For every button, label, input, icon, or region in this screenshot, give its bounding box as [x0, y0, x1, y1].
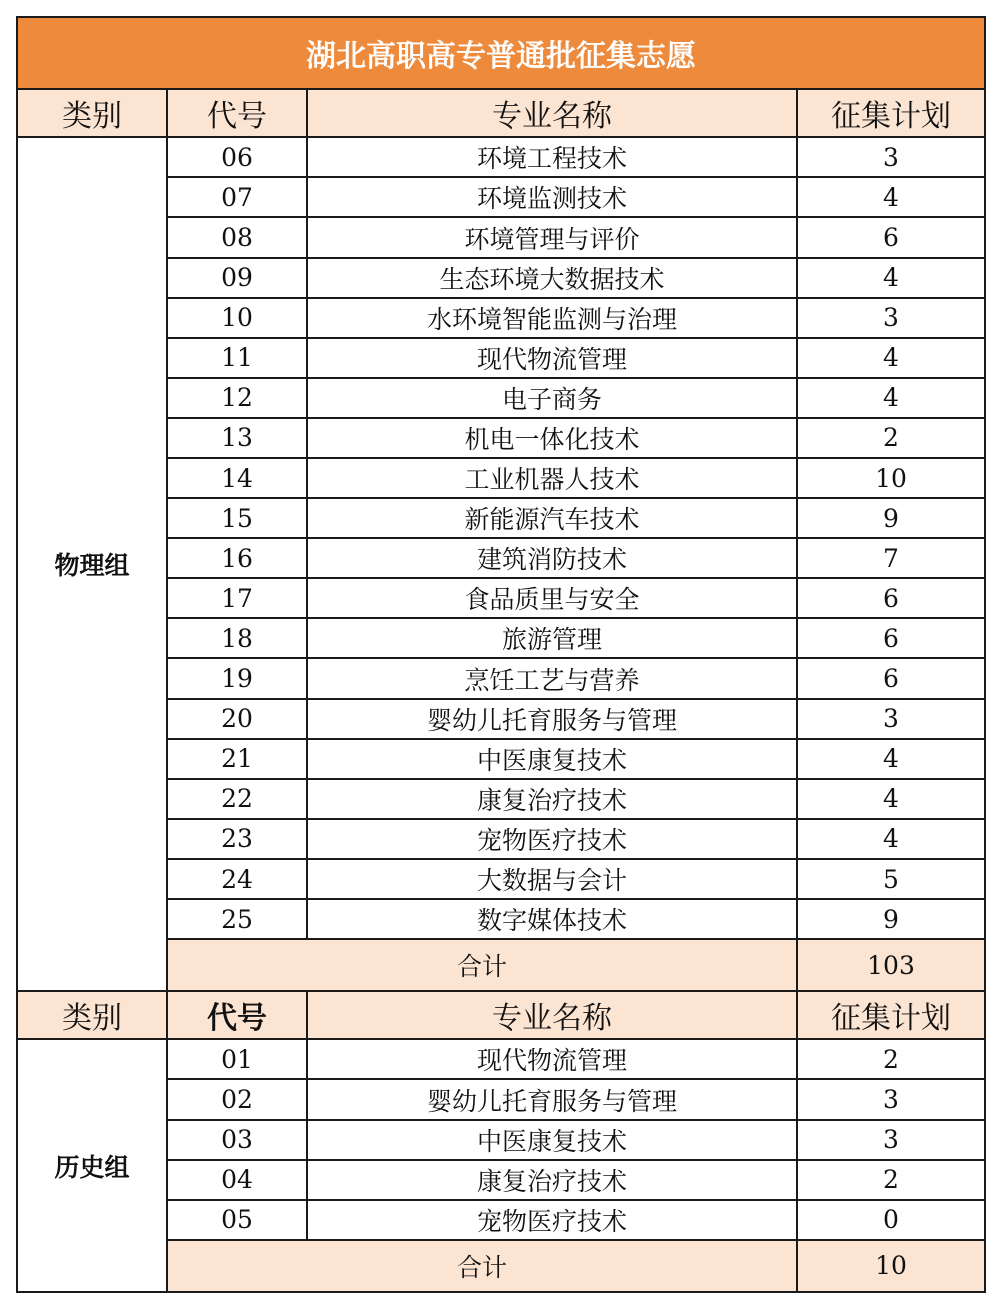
code-cell: 14: [167, 458, 307, 498]
table-title: 湖北高职高专普通批征集志愿: [17, 17, 985, 89]
table-body: [17, 17, 985, 1292]
table-row: [17, 137, 985, 177]
plan-cell: 2: [797, 1160, 985, 1200]
total-label: 合计: [167, 939, 797, 991]
header-category: 类别: [17, 991, 167, 1039]
group-label: 物理组: [17, 137, 167, 991]
code-cell: 09: [167, 258, 307, 298]
plan-cell: 4: [797, 258, 985, 298]
plan-cell: 4: [797, 779, 985, 819]
major-cell: 婴幼儿托育服务与管理: [307, 1079, 797, 1119]
title-row: [17, 17, 985, 89]
code-cell: 23: [167, 819, 307, 859]
plan-cell: 6: [797, 578, 985, 618]
total-label: 合计: [167, 1240, 797, 1292]
code-cell: 16: [167, 538, 307, 578]
plan-cell: 6: [797, 618, 985, 658]
plan-cell: 4: [797, 338, 985, 378]
major-cell: 婴幼儿托育服务与管理: [307, 699, 797, 739]
major-cell: 生态环境大数据技术: [307, 258, 797, 298]
code-cell: 13: [167, 418, 307, 458]
plan-cell: 4: [797, 378, 985, 418]
code-cell: 03: [167, 1120, 307, 1160]
major-cell: 工业机器人技术: [307, 458, 797, 498]
major-cell: 康复治疗技术: [307, 1160, 797, 1200]
header-major: 专业名称: [307, 991, 797, 1039]
plan-cell: 4: [797, 177, 985, 217]
plan-cell: 7: [797, 538, 985, 578]
major-cell: 中医康复技术: [307, 1120, 797, 1160]
code-cell: 12: [167, 378, 307, 418]
header-category: 类别: [17, 89, 167, 137]
code-cell: 21: [167, 739, 307, 779]
header-code: 代号: [167, 991, 307, 1039]
major-cell: 宠物医疗技术: [307, 1200, 797, 1240]
header-row: [17, 89, 985, 137]
header-plan: 征集计划: [797, 991, 985, 1039]
code-cell: 05: [167, 1200, 307, 1240]
plan-cell: 9: [797, 498, 985, 538]
plan-cell: 3: [797, 137, 985, 177]
plan-cell: 3: [797, 298, 985, 338]
code-cell: 04: [167, 1160, 307, 1200]
major-cell: 大数据与会计: [307, 859, 797, 899]
major-cell: 中医康复技术: [307, 739, 797, 779]
plan-cell: 10: [797, 458, 985, 498]
plan-cell: 2: [797, 418, 985, 458]
plan-cell: 3: [797, 1120, 985, 1160]
major-cell: 水环境智能监测与治理: [307, 298, 797, 338]
plan-cell: 0: [797, 1200, 985, 1240]
major-cell: 食品质里与安全: [307, 578, 797, 618]
plan-cell: 5: [797, 859, 985, 899]
major-cell: 建筑消防技术: [307, 538, 797, 578]
major-cell: 新能源汽车技术: [307, 498, 797, 538]
plan-cell: 2: [797, 1039, 985, 1079]
major-cell: 环境管理与评价: [307, 217, 797, 257]
major-cell: 现代物流管理: [307, 1039, 797, 1079]
code-cell: 07: [167, 177, 307, 217]
plan-cell: 3: [797, 699, 985, 739]
code-cell: 08: [167, 217, 307, 257]
plan-cell: 4: [797, 819, 985, 859]
code-cell: 19: [167, 658, 307, 698]
plan-cell: 3: [797, 1079, 985, 1119]
header-row: [17, 991, 985, 1039]
plan-cell: 6: [797, 217, 985, 257]
major-cell: 机电一体化技术: [307, 418, 797, 458]
header-plan: 征集计划: [797, 89, 985, 137]
group-label: 历史组: [17, 1039, 167, 1292]
major-cell: 电子商务: [307, 378, 797, 418]
plan-cell: 4: [797, 739, 985, 779]
code-cell: 06: [167, 137, 307, 177]
plan-cell: 9: [797, 899, 985, 939]
major-cell: 宠物医疗技术: [307, 819, 797, 859]
major-cell: 旅游管理: [307, 618, 797, 658]
code-cell: 17: [167, 578, 307, 618]
code-cell: 15: [167, 498, 307, 538]
code-cell: 11: [167, 338, 307, 378]
major-cell: 康复治疗技术: [307, 779, 797, 819]
code-cell: 22: [167, 779, 307, 819]
code-cell: 10: [167, 298, 307, 338]
total-value: 103: [797, 939, 985, 991]
major-cell: 数字媒体技术: [307, 899, 797, 939]
major-cell: 环境监测技术: [307, 177, 797, 217]
code-cell: 25: [167, 899, 307, 939]
header-major: 专业名称: [307, 89, 797, 137]
code-cell: 20: [167, 699, 307, 739]
total-value: 10: [797, 1240, 985, 1292]
major-cell: 环境工程技术: [307, 137, 797, 177]
table-row: [17, 1039, 985, 1079]
admission-plan-table: [16, 16, 986, 1293]
code-cell: 02: [167, 1079, 307, 1119]
code-cell: 24: [167, 859, 307, 899]
plan-cell: 6: [797, 658, 985, 698]
code-cell: 01: [167, 1039, 307, 1079]
header-code: 代号: [167, 89, 307, 137]
major-cell: 现代物流管理: [307, 338, 797, 378]
code-cell: 18: [167, 618, 307, 658]
major-cell: 烹饪工艺与营养: [307, 658, 797, 698]
